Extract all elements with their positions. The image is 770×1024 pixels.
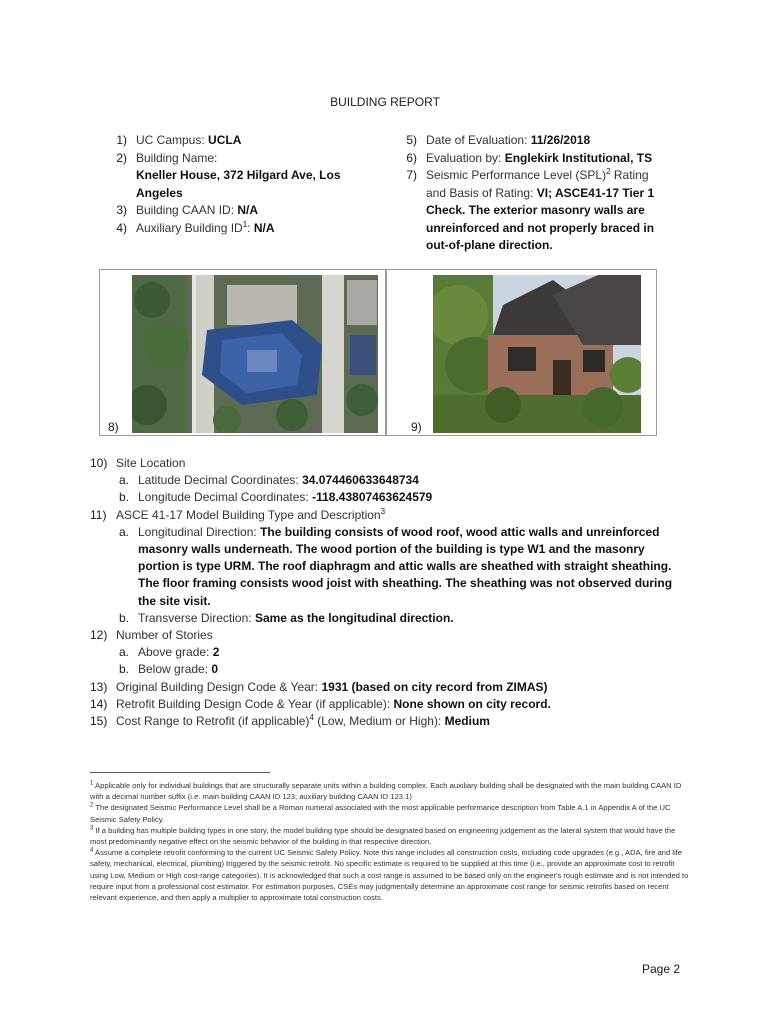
building-photo-frame — [386, 269, 657, 436]
aerial-photo-label: 8) — [108, 420, 119, 434]
aerial-photo-frame — [99, 269, 386, 436]
footnote-ref-3: 3 — [380, 506, 386, 516]
date-value: 11/26/2018 — [530, 133, 591, 147]
above-grade-value: 2 — [212, 645, 220, 660]
design-code-row: 13) Original Building Design Code & Year: 1931 (based on city record from ZIMAS) — [90, 679, 548, 694]
item-auxiliary-id: 4) Auxiliary Building $ID^1$: N/A — [116, 219, 275, 235]
spl-value: VI; ASCE41-17 Tier 1 Check. The exterior masonry walls are unreinforced and not properly braced in out-of-plane direction. — [426, 185, 655, 252]
model-building-heading: 11) ASCE 41-17 Model Building Type and Description$^3$ — [90, 506, 386, 522]
footnotes — [90, 780, 690, 903]
longitude-row: b. Longitude Decimal Coordinates: -118.43807463624579 — [118, 490, 433, 505]
item-building-name: 2) Building Name: Kneller House, 372 Hilgard Ave, Los Angeles — [116, 150, 341, 200]
building-photo-label: 9) — [411, 420, 422, 434]
item-caan-id: 3) Building CAAN ID: N/A — [116, 203, 259, 217]
header-left-column — [98, 132, 368, 237]
above-grade-row: a. Above grade: 2 — [118, 645, 220, 660]
building-name-value: Kneller House, 372 Hilgard Ave, Los Angeles — [136, 168, 341, 200]
longitudinal-row: a. Longitudinal Direction: The building consists of wood roof, wood attic walls and unreinforced masonry walls underneath. The wood portion of the building is type W1 and the masonry portion is type URM. The roof diaphragm and attic walls are sheathed with straight sheathing. The floor framing consists wood joist with sheathing. The sheathing was not observed during the site visit. — [118, 524, 673, 608]
latitude-value: 34.074460633648734 — [302, 473, 419, 488]
item-uc-campus: 1) UC Campus: UCLA — [116, 133, 242, 147]
header-right-column — [388, 132, 668, 255]
footnote-3: $^3$ If a building has multiple building types in one story, the model building type should be designated based on engineering judgement as the lateral system that would have the most predominantly negative effect on the seismic behavior of the building in that respective direction. — [90, 825, 676, 847]
page-number: Page 2 — [642, 962, 681, 976]
design-code-value: 1931 (based on city record from ZIMAS) — [321, 679, 548, 694]
below-grade-row: b. Below grade: 0 — [118, 662, 219, 677]
page-title: BUILDING REPORT — [330, 95, 440, 109]
report-body — [90, 455, 690, 730]
uc-campus-value: UCLA — [208, 133, 242, 147]
building-photo-image — [433, 275, 641, 433]
footnote-ref-2: 2 — [606, 167, 611, 176]
footnote-ref-4: 4 — [309, 713, 314, 723]
latitude-row: a. Latitude Decimal Coordinates: 34.074460633648734 — [118, 473, 419, 488]
footnote-divider — [90, 772, 270, 773]
longitudinal-value: The building consists of wood roof, wood attic walls and unreinforced masonry walls underneath. The wood portion of the building is type W1 and the masonry portion is type URM. The roof diaphragm and attic walls are sheathed with straight sheathing. The floor framing consists wood joist with sheathing. The sheathing was not observed during the site visit. — [138, 524, 673, 608]
footnote-4: $^4$ Assume a complete retrofit conforming to the current UC Seismic Safety Policy. Note this range includes all construction costs, including code upgrades (e.g., ADA, fire and life safety, mechanical, electrical, plumbing) triggered by the seismic retrofit. No specific estimate is required to be supplied at this time (i.e., provide an approximate cost to retrofit using Low, Medium or High cost-range categories). It is acknowledged that such a cost range is assumed to be based only on the engineer's rough estimate and is not intended to require input from a professional cost estimator. For estimation purposes, CSEs may judgmentally determine an approximate cost range for seismic retrofits based on recent relevant experience, and then apply a multiplier to approximate total construction costs. — [90, 847, 689, 903]
item-date-evaluation: 5) Date of Evaluation: 11/26/2018 — [406, 133, 591, 147]
aerial-photo — [132, 275, 378, 433]
footnote-1: $^1$ Applicable only for individual buildings that are structurally separate units within a building complex. Each auxiliary building shall be designated with the main building CAAN ID with a decimal number suffix (i.e. main building CAAN ID 123; auxiliary building CAAN ID 123.1) — [90, 780, 682, 802]
stories-heading: 12) Number of Stories — [90, 628, 213, 643]
site-location-heading: 10) Site Location — [90, 456, 186, 470]
longitude-value: -118.43807463624579 — [312, 490, 433, 505]
transverse-value: Same as the longitudinal direction. — [254, 610, 454, 625]
cost-range-value: Medium — [444, 714, 490, 729]
below-grade-value: 0 — [211, 662, 219, 677]
transverse-row: b. Transverse Direction: Same as the longitudinal direction. — [118, 610, 454, 625]
cost-range-row: 15) Cost Range to Retrofit (if applicable)$^4$ (Low, Medium or High): Medium — [90, 713, 490, 729]
footnote-2: $^2$ The designated Seismic Performance Level shall be a Roman numeral associated with the most applicable performance description from Table A.1 in Appendix A of the UC Seismic Safety Policy. — [90, 802, 671, 824]
retrofit-code-row: 14) Retrofit Building Design Code & Year (if applicable): None shown on city record. — [90, 696, 551, 711]
footnote-ref-1: 1 — [242, 219, 248, 229]
aerial-photo-image — [132, 275, 378, 433]
auxiliary-id-value: N/A — [253, 220, 275, 235]
caan-id-value: N/A — [237, 203, 259, 217]
retrofit-code-value: None shown on city record. — [393, 696, 551, 711]
item-spl-rating: 7) Seismic Performance Level (SPL)$^2$ Rating and Basis of Rating: VI; ASCE41-17 Tier 1 Check. The exterior masonry walls are unreinforced and not properly braced in out-of-plane direction. — [406, 167, 655, 252]
evaluator-value: Englekirk Institutional, TS — [504, 150, 653, 165]
item-evaluation-by: 6) Evaluation by: Englekirk Institutional, TS — [406, 150, 653, 165]
building-photo — [433, 275, 641, 433]
